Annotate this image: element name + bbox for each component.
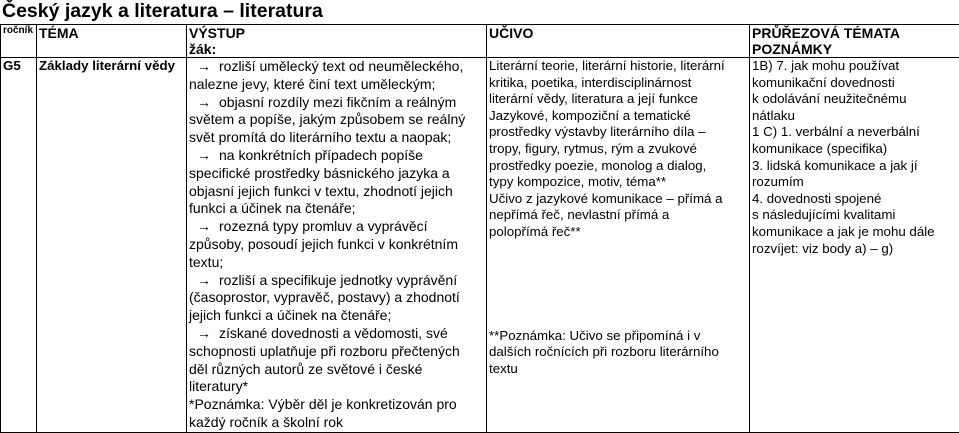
outcome-text: děl různých autorů ze světové i české [189,361,422,377]
curriculum-line: tropy, figury, rytmus, rým a zvukové [489,141,748,158]
curriculum-line: prostředky výstavby literárního díla – [489,124,748,141]
curriculum-list [489,58,748,241]
outcome-line [189,325,485,343]
cross-topic-line: komunikace (specifika) [752,141,958,158]
arrow-icon: → [189,218,219,236]
outcome-text: rozliší umělecký text od neuměleckého, [219,58,463,74]
outcome-line [189,218,485,236]
outcome-text: způsoby, posoudí jejich funkci v konkrétním [189,236,458,252]
outcome-line [189,343,485,361]
curriculum-line: prostředky poezie, monolog a dialog, [489,158,748,175]
header-vystup-line2: žák: [189,41,485,57]
header-ucivo: UČIVO [487,25,750,58]
outcome-text: nalezne jevy, které činí text uměleckým; [189,76,435,92]
grade-cell: G5 [1,58,37,433]
cross-topic-line: komunikační dovednosti [752,75,958,92]
curriculum-note-line: dalších ročnících při rozboru literárního [489,344,748,361]
cross-topic-line: nátlaku [752,108,958,125]
cross-topic-line: k odolávání neužitečnému [752,91,958,108]
outcome-text: objasní rozdíly mezi fikčním a reálným [219,94,456,110]
outcome-line [189,254,485,272]
outcome-text: získané dovednosti a vědomosti, své [219,325,448,341]
outcome-text: rozliší a specifikuje jednotky vyprávění [219,272,457,288]
page-title: Český jazyk a literatura – literatura [2,0,323,23]
curriculum-line: Učivo z jazykové komunikace – přímá a [489,191,748,208]
outcome-note-line: každý ročník a školní rok [189,414,485,432]
outcome-line [189,378,485,396]
outcome-text: (časoprostor, vypravěč, postavy) a zhodnotí [189,289,460,305]
outcome-text: svět promítá do literárního textu a naopak; [189,129,451,145]
curriculum-line: nepřímá řeč, nevlastní přímá a [489,207,748,224]
outcome-line [189,183,485,201]
header-prurezova [750,25,959,58]
outcomes-list [189,58,485,432]
outcome-text: jejich funkci a účinek na čtenáře; [189,307,391,323]
header-prurezova-line2: POZNÁMKY [752,41,958,57]
cross-topic-line: 4. dovednosti spojené [752,191,958,208]
outcome-text: literatury* [189,378,248,394]
cross-topic-line: 1B) 7. jak mohu používat [752,58,958,75]
outcome-line [189,289,485,307]
outcome-text: rozezná typy promluv a vyprávěcí [219,218,428,234]
cross-topic-line: 3. lidská komunikace a jak jí [752,158,958,175]
arrow-icon: → [189,58,219,76]
outcome-line [189,200,485,218]
outcome-text: funkci a účinek na čtenáře; [189,200,356,216]
cross-topic-line: komunikace a jak je mohu dále [752,224,958,241]
cross-topic-line: rozumím [752,174,958,191]
curriculum-note [489,328,748,378]
outcome-line [189,94,485,112]
topic-cell: Základy literární vědy [37,58,187,433]
outcome-text: specifické prostředky básnického jazyka a [189,165,450,181]
curriculum-line: Literární teorie, literární historie, literární [489,58,748,75]
curriculum-line: kritika, poetika, interdisciplinárnost [489,75,748,92]
cross-topics-cell [750,58,959,433]
outcome-line [189,165,485,183]
outcome-line [189,58,485,76]
outcome-line [189,307,485,325]
arrow-icon: → [189,272,219,290]
outcome-text: na konkrétních případech popíše [219,147,423,163]
curriculum-line: Jazykové, kompoziční a tematické [489,108,748,125]
cross-topics-list [752,58,958,257]
arrow-icon: → [189,147,219,165]
cross-topic-line: 1 C) 1. verbální a neverbální [752,124,958,141]
outcome-text: objasní jejich funkci v textu, zhodnotí jejich [189,183,453,199]
table-row [1,58,959,433]
outcome-text: světem a popíše, jakým způsobem se reálný [189,111,465,127]
arrow-icon: → [189,94,219,112]
outcome-line [189,361,485,379]
arrow-icon: → [189,325,219,343]
header-rocnik: ročník [1,25,37,58]
outcome-line [189,76,485,94]
header-tema: TÉMA [37,25,187,58]
header-vystup-line1: VÝSTUP [189,25,485,41]
curriculum-line: typy kompozice, motiv, téma** [489,174,748,191]
header-vystup [187,25,487,58]
cross-topic-line: s následujícími kvalitami [752,207,958,224]
curriculum-cell [487,58,750,433]
outcome-line [189,236,485,254]
curriculum-table [0,24,959,433]
outcome-text: textu; [189,254,223,270]
outcome-note-line: *Poznámka: Výběr děl je konkretizován pro [189,396,485,414]
curriculum-line: literární vědy, literatura a její funkce [489,91,748,108]
cross-topic-line: rozvíjet: viz body a) – g) [752,241,958,258]
curriculum-note-line: textu [489,361,748,378]
header-prurezova-line1: PRŮŘEZOVÁ TÉMATA [752,25,958,41]
curriculum-line: polopřímá řeč** [489,224,748,241]
outcomes-cell [187,58,487,433]
outcome-text: schopnosti uplatňuje při rozboru přečtených [189,343,460,359]
table-header-row [1,25,959,58]
outcome-line [189,147,485,165]
curriculum-note-line: **Poznámka: Učivo se připomíná i v [489,328,748,345]
outcome-line [189,129,485,147]
outcome-line [189,272,485,290]
outcome-line [189,111,485,129]
